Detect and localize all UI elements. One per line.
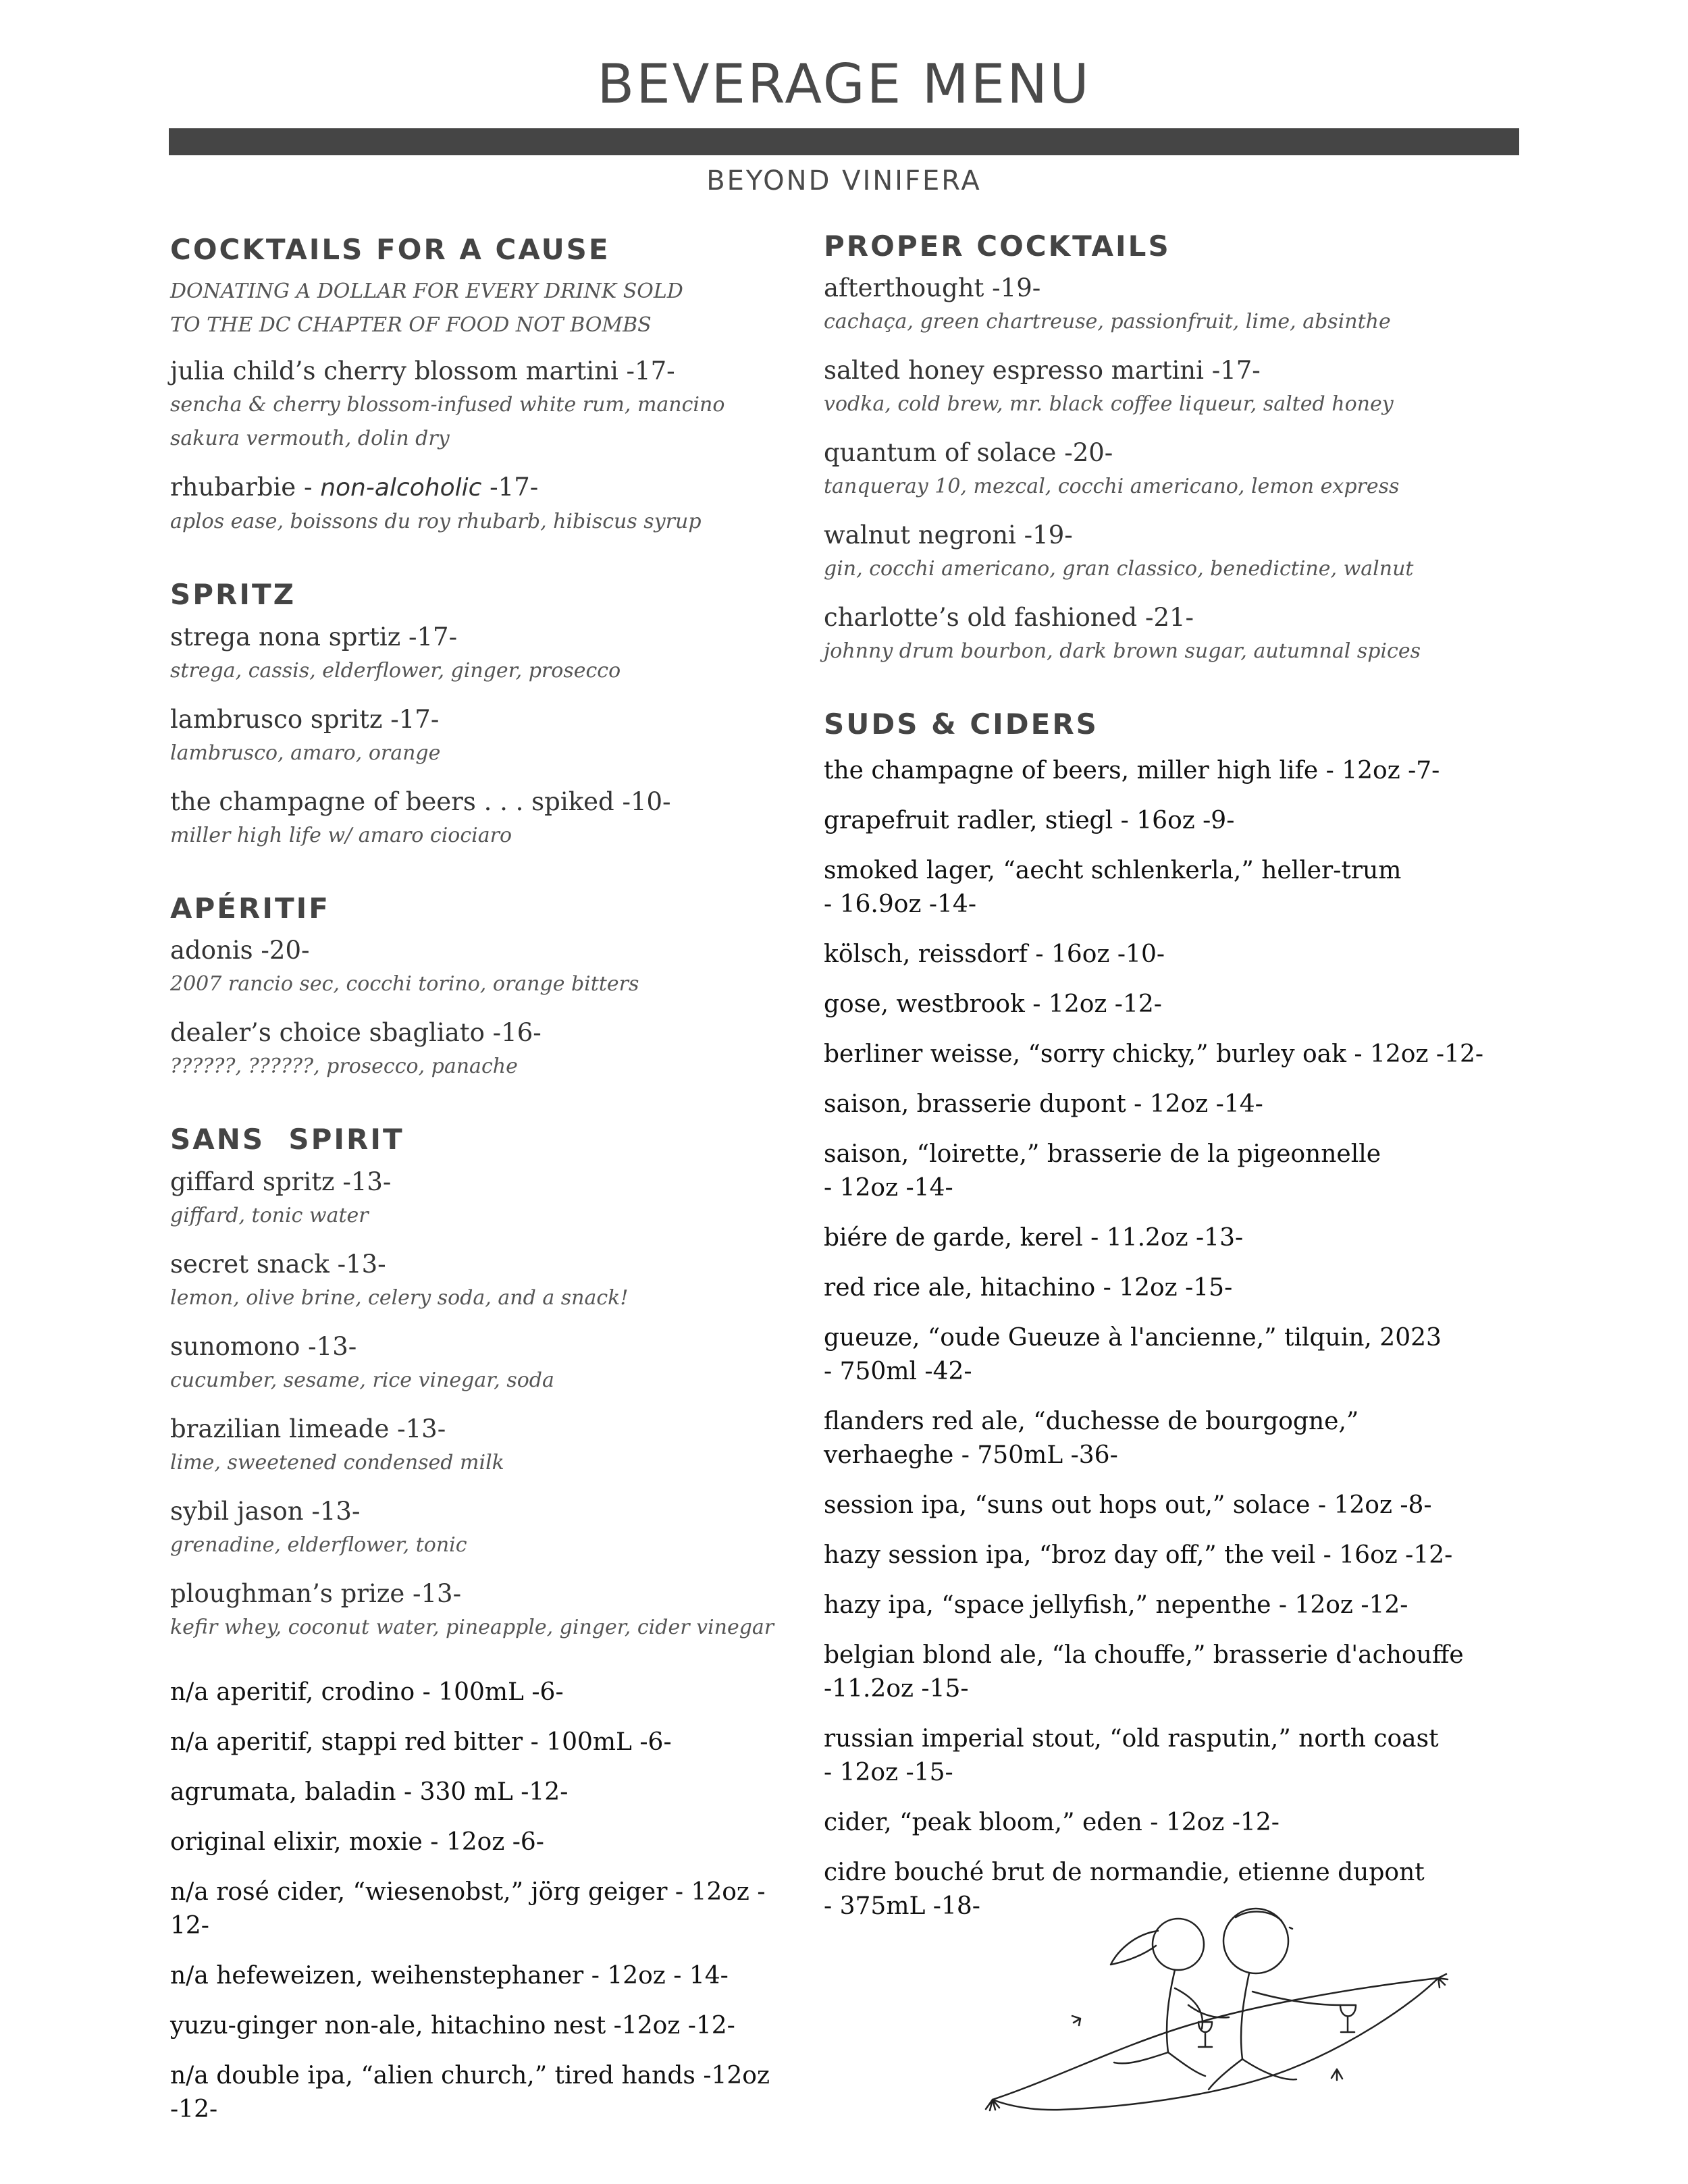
beer-line: flanders red ale, “duchesse de bourgogne,” (824, 1407, 1359, 1435)
beer-line: session ipa, “suns out hops out,” solace - 12oz -8- (824, 1491, 1432, 1519)
menu-item (170, 1412, 791, 1480)
na-drink-item: yuzu-ginger non-ale, hitachino nest -12oz -12- (170, 2011, 735, 2040)
item-description: gin, cocchi americano, gran classico, benedictine, walnut (824, 557, 1414, 581)
beer-item (824, 938, 1539, 971)
beer-item (824, 1539, 1539, 1572)
beer-item (824, 1088, 1539, 1121)
item-name (170, 471, 791, 505)
section-title: SPRITZ (170, 578, 296, 612)
beer-line: grapefruit radler, stiegl - 16oz -9- (824, 806, 1235, 834)
menu-item (824, 271, 1539, 339)
item-name: strega nona sprtiz -17- (170, 622, 458, 651)
beer-item (824, 754, 1539, 788)
item-description: lambrusco, amaro, orange (170, 741, 441, 765)
note-line: DONATING A DOLLAR FOR EVERY DRINK SOLD (170, 279, 683, 304)
section-title: COCKTAILS FOR A CAUSE (170, 233, 610, 266)
item-description: miller high life w/ amaro ciociaro (170, 823, 512, 847)
item-name: adonis -20- (170, 936, 310, 965)
beer-item (824, 1489, 1539, 1522)
item-description: aplos ease, boissons du roy rhubarb, hibiscus syrup (170, 510, 702, 534)
item-description: cucumber, sesame, rice vinegar, soda (170, 1368, 554, 1392)
item-name: lambrusco spritz -17- (170, 704, 440, 734)
section-spritz (170, 578, 791, 852)
menu-item (824, 601, 1539, 668)
item-description: vodka, cold brew, mr. black coffee liqueur, salted honey (824, 392, 1394, 417)
na-drink-item: original elixir, moxie - 12oz -6- (170, 1828, 544, 1856)
left-column (170, 233, 791, 2166)
item-description: sakura vermouth, dolin dry (170, 427, 450, 451)
beer-line: saison, brasserie dupont - 12oz -14- (824, 1090, 1263, 1118)
item-name: the champagne of beers . . . spiked -10- (170, 787, 671, 816)
na-drink-item: agrumata, baladin - 330 mL -12- (170, 1778, 569, 1806)
section-proper-cocktails (824, 230, 1539, 668)
menu-item (170, 1248, 791, 1315)
beer-line: berliner weisse, “sorry chicky,” burley oak - 12oz -12- (824, 1040, 1484, 1068)
menu-item (824, 518, 1539, 586)
menu-item (170, 785, 791, 853)
item-name-part: rhubarbie - (170, 473, 321, 502)
beer-line: hazy ipa, “space jellyfish,” nepenthe - 12oz -12- (824, 1591, 1408, 1619)
beer-item (824, 804, 1539, 838)
item-name: sunomono -13- (170, 1331, 357, 1361)
section-sans-spirit (170, 1123, 791, 2126)
item-description: kefir whey, coconut water, pineapple, ginger, cider vinegar (170, 1615, 774, 1639)
beer-item (824, 854, 1539, 922)
item-name: walnut negroni -19- (824, 521, 1073, 550)
section-title: SUDS & CIDERS (824, 708, 1099, 741)
na-drink-item: n/a double ipa, “alien church,” tired hands -12oz -12- (170, 2061, 770, 2123)
na-drink-item: n/a hefeweizen, weihenstephaner - 12oz - 14- (170, 1961, 729, 1990)
beer-line: - 12oz -15- (824, 1758, 953, 1786)
beer-line: - 16.9oz -14- (824, 890, 976, 918)
section-aperitif (170, 892, 791, 1084)
item-name: charlotte’s old fashioned -21- (824, 603, 1194, 633)
beer-line: saison, “loirette,” brasserie de la pigeonnelle (824, 1140, 1381, 1168)
beer-line: the champagne of beers, miller high life - 12oz -7- (824, 756, 1440, 784)
section-title: APÉRITIF (170, 891, 330, 925)
beer-line: gueuze, “oude Gueuze à l'ancienne,” tilquin, 2023 (824, 1323, 1442, 1352)
item-name: brazilian limeade -13- (170, 1414, 446, 1443)
menu-item (170, 1577, 791, 1645)
menu-item (170, 354, 791, 456)
section-title: SANS SPIRIT (170, 1123, 404, 1156)
beer-line: gose, westbrook - 12oz -12- (824, 990, 1162, 1018)
menu-item (824, 354, 1539, 421)
section-note (170, 275, 791, 342)
item-name-part: -17- (481, 473, 539, 502)
note-line: TO THE DC CHAPTER OF FOOD NOT BOMBS (170, 313, 652, 338)
menu-item (170, 1330, 791, 1397)
beer-line: - 750ml -42- (824, 1357, 972, 1385)
beer-item (824, 1806, 1539, 1840)
item-name: sybil jason -13- (170, 1496, 361, 1526)
menu-item (170, 1165, 791, 1233)
menu-item (170, 1495, 791, 1562)
na-drink-item: n/a aperitif, stappi red bitter - 100mL -6- (170, 1728, 672, 1756)
item-description: cachaça, green chartreuse, passionfruit, lime, absinthe (824, 310, 1391, 334)
beer-line: - 12oz -14- (824, 1173, 953, 1202)
beer-item (824, 1321, 1539, 1389)
beer-line: cider, “peak bloom,” eden - 12oz -12- (824, 1808, 1280, 1836)
item-name: ploughman’s prize -13- (170, 1578, 462, 1608)
beer-line: kölsch, reissdorf - 16oz -10- (824, 940, 1165, 968)
na-drink-item: n/a aperitif, crodino - 100mL -6- (170, 1678, 564, 1706)
beer-item (824, 1722, 1539, 1790)
item-name: dealer’s choice sbagliato -16- (170, 1018, 542, 1048)
beer-line: - 375mL -18- (824, 1892, 980, 1920)
menu-item (824, 436, 1539, 504)
item-description: 2007 rancio sec, cocchi torino, orange bitters (170, 972, 639, 996)
item-description: sencha & cherry blossom-infused white rum, mancino (170, 393, 725, 417)
item-description: lemon, olive brine, celery soda, and a snack! (170, 1285, 629, 1310)
suds-list (824, 754, 1539, 1923)
page-title: BEVERAGE MENU (597, 53, 1091, 115)
section-title: PROPER COCKTAILS (824, 230, 1171, 263)
item-description: lime, sweetened condensed milk (170, 1450, 504, 1474)
item-name: quantum of solace -20- (824, 438, 1113, 468)
beer-line: biére de garde, kerel - 11.2oz -13- (824, 1223, 1244, 1252)
item-description: grenadine, elderflower, tonic (170, 1533, 467, 1557)
menu-item (170, 471, 791, 539)
beer-item (824, 1405, 1539, 1472)
item-description: strega, cassis, elderflower, ginger, prosecco (170, 658, 621, 683)
beer-item (824, 988, 1539, 1021)
section-cocktails-for-a-cause (170, 233, 791, 539)
item-description: johnny drum bourbon, dark brown sugar, autumnal spices (824, 639, 1421, 664)
beer-item (824, 1589, 1539, 1622)
item-name: giffard spritz -13- (170, 1167, 392, 1196)
right-column (824, 230, 1539, 1963)
menu-item (170, 1016, 791, 1084)
beer-item (824, 1221, 1539, 1255)
item-name: secret snack -13- (170, 1249, 386, 1279)
beer-item (824, 1271, 1539, 1305)
beer-line: red rice ale, hitachino - 12oz -15- (824, 1273, 1233, 1302)
item-description: tanqueray 10, mezcal, cocchi americano, lemon express (824, 475, 1400, 499)
menu-item (170, 703, 791, 770)
item-description: giffard, tonic water (170, 1203, 369, 1227)
beer-item (824, 1038, 1539, 1071)
item-name: salted honey espresso martini -17- (824, 356, 1261, 385)
beer-line: cidre bouché brut de normandie, etienne dupont (824, 1858, 1425, 1886)
picnic-couple-illustration (972, 1904, 1499, 2120)
beer-line: russian imperial stout, “old rasputin,” north coast (824, 1724, 1439, 1753)
page-subtitle: BEYOND VINIFERA (706, 165, 982, 196)
non-alcoholic-label: non-alcoholic (320, 474, 482, 502)
beer-line: smoked lager, “aecht schlenkerla,” heller-trum (824, 856, 1402, 884)
item-description: ??????, ??????, prosecco, panache (170, 1055, 518, 1079)
beer-line: belgian blond ale, “la chouffe,” brasserie d'achouffe -11.2oz -15- (824, 1641, 1464, 1703)
menu-item (170, 934, 791, 1001)
menu-item (170, 620, 791, 688)
beer-line: hazy session ipa, “broz day off,” the veil - 16oz -12- (824, 1541, 1453, 1569)
na-drink-item: n/a rosé cider, “wiesenobst,” jörg geiger - 12oz - 12- (170, 1877, 766, 1940)
section-suds-and-ciders (824, 708, 1539, 1923)
item-name: julia child’s cherry blossom martini -17- (170, 356, 675, 386)
beer-item (824, 1138, 1539, 1205)
beer-item (824, 1639, 1539, 1706)
item-name: afterthought -19- (824, 273, 1041, 303)
beer-line: verhaeghe - 750mL -36- (824, 1441, 1118, 1469)
title-divider-bar (169, 128, 1519, 155)
